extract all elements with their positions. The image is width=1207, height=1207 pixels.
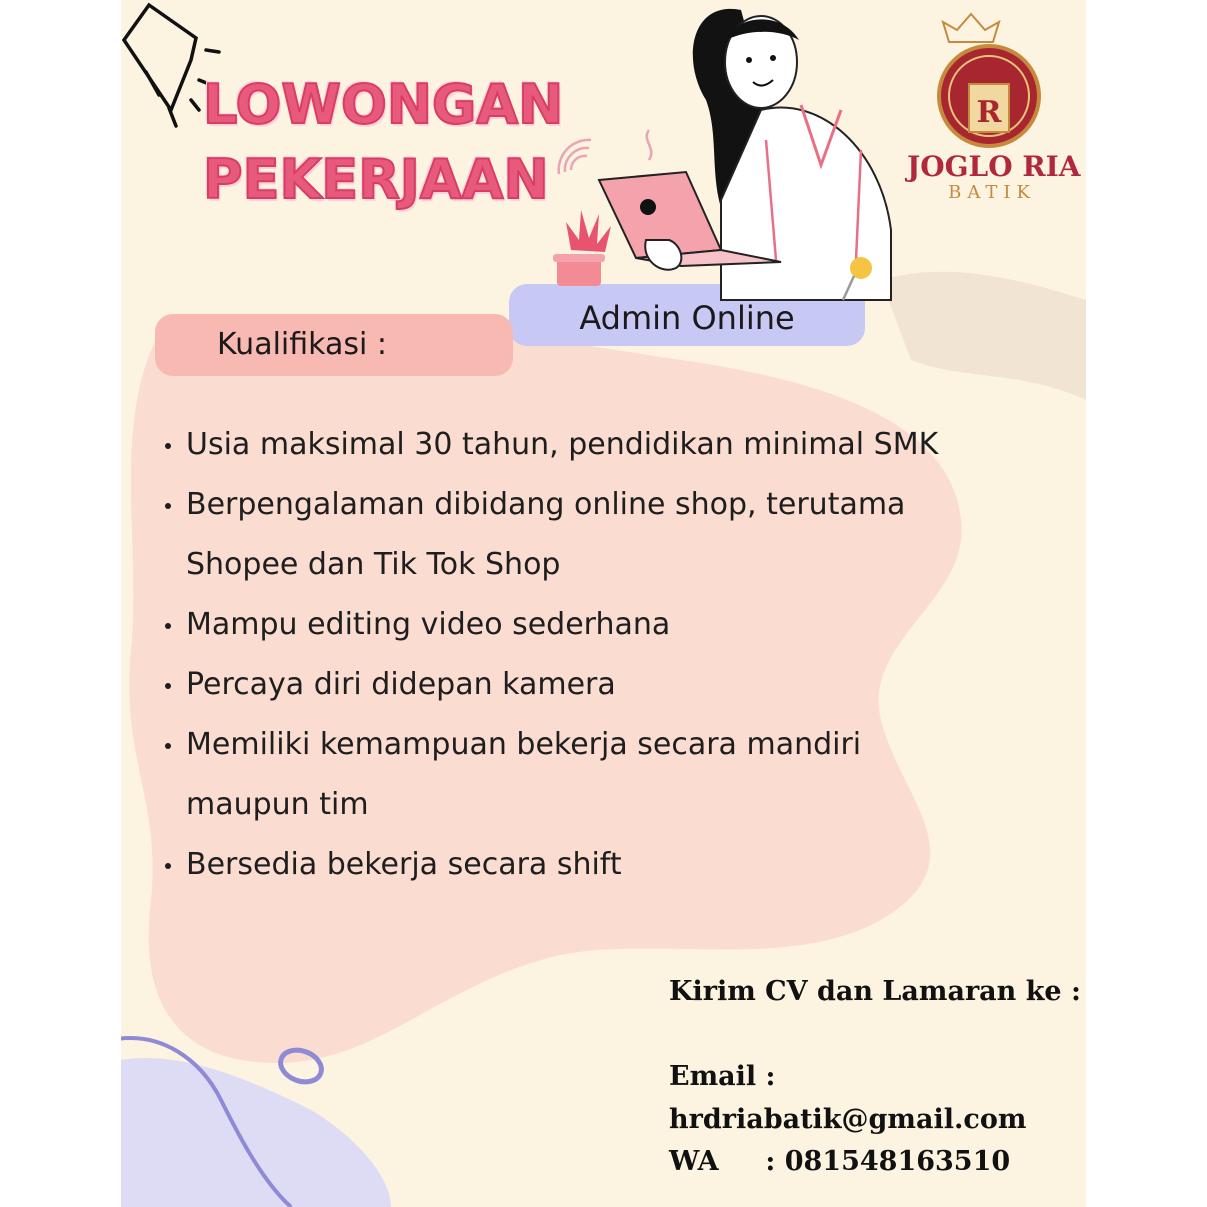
brand-name: JOGLO RIA: [907, 150, 1081, 183]
qualification-item-text: Berpengalaman dibidang online shop, terutama Shopee dan Tik Tok Shop: [186, 487, 906, 582]
qualification-item: Bersedia bekerja secara shift: [163, 835, 1063, 895]
contact-header: Kirim CV dan Lamaran ke :: [669, 976, 1081, 1007]
position-label: Admin Online: [579, 299, 795, 337]
qualification-item: Percaya diri didepan kamera: [163, 655, 1063, 715]
email-label: Email :: [669, 1061, 776, 1092]
qualification-item: [163, 715, 1063, 835]
title-line-1: LOWONGAN: [203, 73, 564, 136]
joglo-ria-logo-emblem: [939, 14, 1039, 146]
plant-illustration: [553, 210, 611, 286]
beige-blob-shape: [881, 272, 1086, 400]
brand-subtitle: BATIK: [948, 182, 1036, 203]
email-address[interactable]: hrdriabatik@gmail.com: [669, 1104, 1027, 1135]
qualification-list: [163, 415, 1063, 895]
whatsapp-label: WA: [669, 1146, 719, 1177]
qualification-item: Mampu editing video sederhana: [163, 595, 1063, 655]
svg-text:R: R: [976, 95, 1002, 130]
qualification-item-text: Memiliki kemampuan bekerja secara mandiri maupun tim: [186, 727, 862, 822]
qualification-item: Usia maksimal 30 tahun, pendidikan minimal SMK: [163, 415, 1063, 475]
qualification-item: [163, 475, 1063, 595]
title-line-2: PEKERJAAN: [203, 148, 549, 211]
job-poster: [121, 0, 1086, 1207]
whatsapp-number[interactable]: : 081548163510: [765, 1146, 1011, 1177]
lavender-blob-shape: [121, 1058, 391, 1207]
whatsapp-line: [669, 1146, 1010, 1177]
qualification-label: Kualifikasi :: [217, 327, 387, 362]
